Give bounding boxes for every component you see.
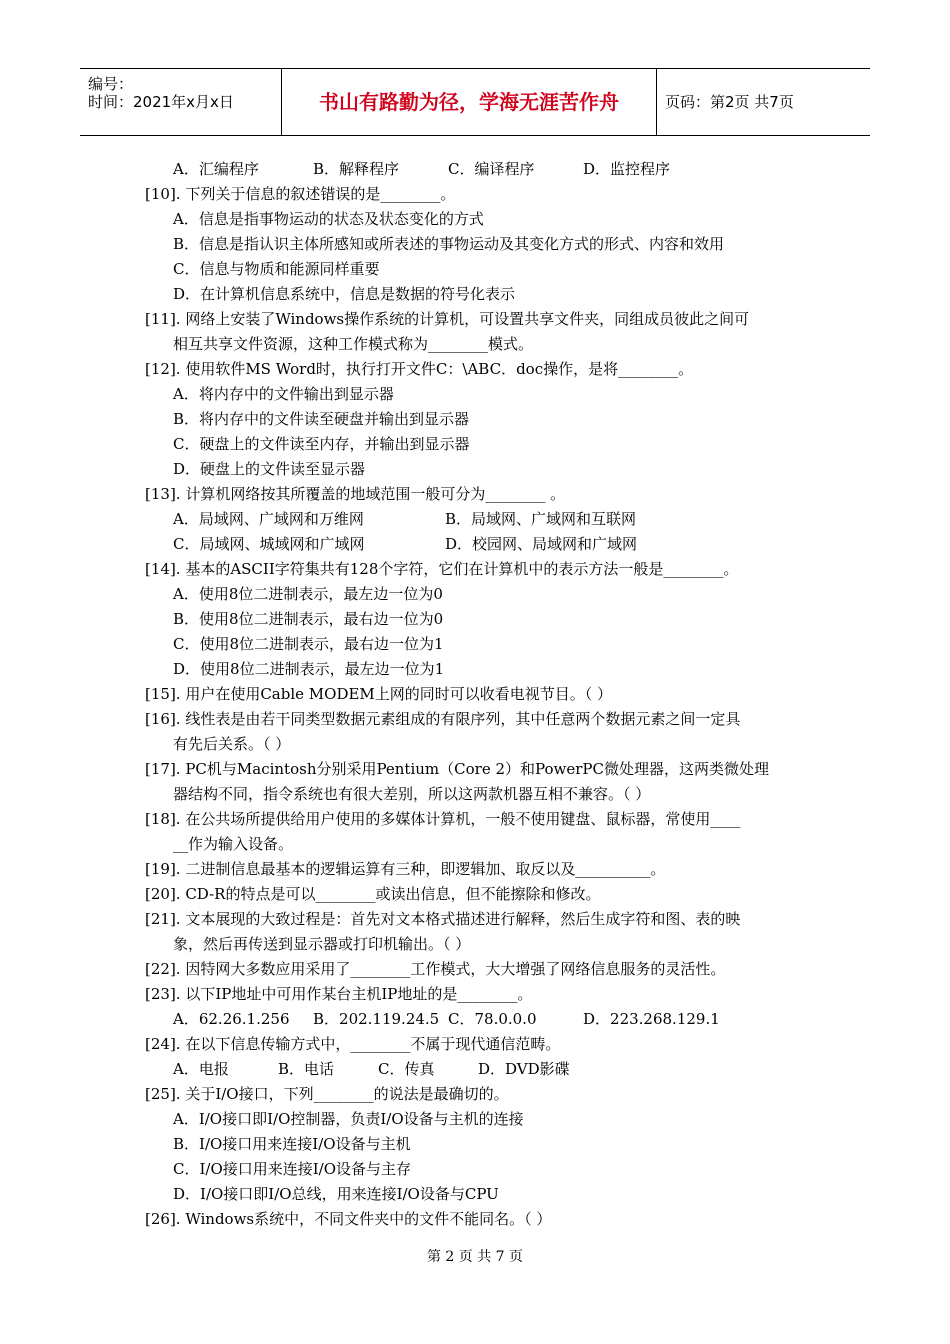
option-line: C．信息与物质和能源同样重要 <box>173 260 380 278</box>
question-line: [17]. PC机与Macintosh分别采用Pentium（Core 2）和PowerPC微处理器，这两类微处理 <box>145 760 769 778</box>
option-item: D．DVD影碟 <box>478 1060 570 1078</box>
option-line: C．使用8位二进制表示，最右边一位为1 <box>173 635 444 653</box>
question-line: [18]. 在公共场所提供给用户使用的多媒体计算机，一般不使用键盘、鼠标器，常使用____ <box>145 810 741 828</box>
question-line: [24]. 在以下信息传输方式中，________不属于现代通信范畴。 <box>145 1035 561 1053</box>
option-line: B．使用8位二进制表示，最右边一位为0 <box>173 610 444 628</box>
question-line: [14]. 基本的ASCII字符集共有128个字符，它们在计算机中的表示方法一般是________。 <box>145 560 739 578</box>
page-footer: 第 2 页 共 7 页 <box>426 1249 524 1265</box>
option-line: D．使用8位二进制表示，最左边一位为1 <box>173 660 445 678</box>
header-page-info: 页码：第2页 共7页 <box>665 93 794 111</box>
option-item: D．223.268.129.1 <box>583 1010 720 1028</box>
question-line: [23]. 以下IP地址中可用作某台主机IP地址的是________。 <box>145 985 533 1003</box>
option-item: B．电话 <box>278 1060 335 1078</box>
continuation-line: __作为输入设备。 <box>173 835 294 853</box>
option-row <box>145 532 810 557</box>
continuation-line: 器结构不同，指令系统也有很大差别，所以这两款机器互相不兼容。（ ） <box>173 785 651 803</box>
question-line: [13]. 计算机网络按其所覆盖的地域范围一般可分为________ 。 <box>145 485 566 503</box>
header-meta <box>80 69 282 135</box>
continuation-line: 象，然后再传送到显示器或打印机输出。（ ） <box>173 935 471 953</box>
option-item: C．编译程序 <box>448 160 535 178</box>
option-row <box>145 507 810 532</box>
option-item: C．局域网、城域网和广域网 <box>173 535 365 553</box>
option-item: B．202.119.24.5 <box>313 1010 440 1028</box>
option-item: B．局域网、广域网和互联网 <box>445 510 637 528</box>
option-line: A．I/O接口即I/O控制器，负责I/O设备与主机的连接 <box>173 1110 524 1128</box>
question-list <box>145 157 810 1232</box>
option-line: B．将内存中的文件读至硬盘并输出到显示器 <box>173 410 470 428</box>
option-line: D．硬盘上的文件读至显示器 <box>173 460 366 478</box>
option-item: A．局域网、广域网和万维网 <box>173 510 364 528</box>
header-motto: 书山有路勤为径，学海无涯苦作舟 <box>282 69 657 135</box>
option-row <box>145 1057 810 1082</box>
option-line: C．I/O接口用来连接I/O设备与主存 <box>173 1160 412 1178</box>
option-line: D．I/O接口即I/O总线，用来连接I/O设备与CPU <box>173 1185 499 1203</box>
question-line: [26]. Windows系统中，不同文件夹中的文件不能同名。（ ） <box>145 1210 552 1228</box>
option-line: A．将内存中的文件输出到显示器 <box>173 385 394 403</box>
date-label: 时间：2021年x月x日 <box>88 93 234 111</box>
question-line: [16]. 线性表是由若干同类型数据元素组成的有限序列，其中任意两个数据元素之间一定具 <box>145 710 741 728</box>
question-line: [11]. 网络上安装了Windows操作系统的计算机，可设置共享文件夹，同组成员彼此之间可 <box>145 310 750 328</box>
option-line: A．信息是指事物运动的状态及状态变化的方式 <box>173 210 484 228</box>
option-line: B．I/O接口用来连接I/O设备与主机 <box>173 1135 411 1153</box>
option-line: B．信息是指认识主体所感知或所表述的事物运动及其变化方式的形式、内容和效用 <box>173 235 725 253</box>
option-row <box>145 1007 810 1032</box>
option-line: C．硬盘上的文件读至内存，并输出到显示器 <box>173 435 470 453</box>
question-line: [15]. 用户在使用Cable MODEM上网的同时可以收看电视节目。（ ） <box>145 685 613 703</box>
option-item: B．解释程序 <box>313 160 400 178</box>
option-line: D．在计算机信息系统中，信息是数据的符号化表示 <box>173 285 516 303</box>
continuation-line: 有先后关系。（ ） <box>173 735 291 753</box>
continuation-line: 相互共享文件资源，这种工作模式称为________模式。 <box>173 335 534 353</box>
option-item: A．62.26.1.256 <box>173 1010 290 1028</box>
code-label: 编号： <box>88 75 134 93</box>
question-line: [12]. 使用软件MS Word时，执行打开文件C：\ABC．doc操作，是将________。 <box>145 360 694 378</box>
option-item: A．电报 <box>173 1060 229 1078</box>
question-line: [25]. 关于I/O接口，下列________的说法是最确切的。 <box>145 1085 509 1103</box>
page-header <box>80 68 870 136</box>
question-line: [19]. 二进制信息最基本的逻辑运算有三种，即逻辑加、取反以及__________。 <box>145 860 666 878</box>
option-row <box>145 157 810 182</box>
question-line: [21]. 文本展现的大致过程是：首先对文本格式描述进行解释，然后生成字符和图、表的映 <box>145 910 741 928</box>
option-item: D．校园网、局域网和广域网 <box>445 535 638 553</box>
option-line: A．使用8位二进制表示，最左边一位为0 <box>173 585 443 603</box>
option-item: A．汇编程序 <box>173 160 259 178</box>
option-item: C．传真 <box>378 1060 435 1078</box>
question-line: [20]. CD-R的特点是可以________或读出信息，但不能擦除和修改。 <box>145 885 601 903</box>
question-line: [22]. 因特网大多数应用采用了________工作模式，大大增强了网络信息服务的灵活性。 <box>145 960 726 978</box>
option-item: D．监控程序 <box>583 160 671 178</box>
question-line: [10]. 下列关于信息的叙述错误的是________。 <box>145 185 456 203</box>
option-item: C．78.0.0.0 <box>448 1010 537 1028</box>
